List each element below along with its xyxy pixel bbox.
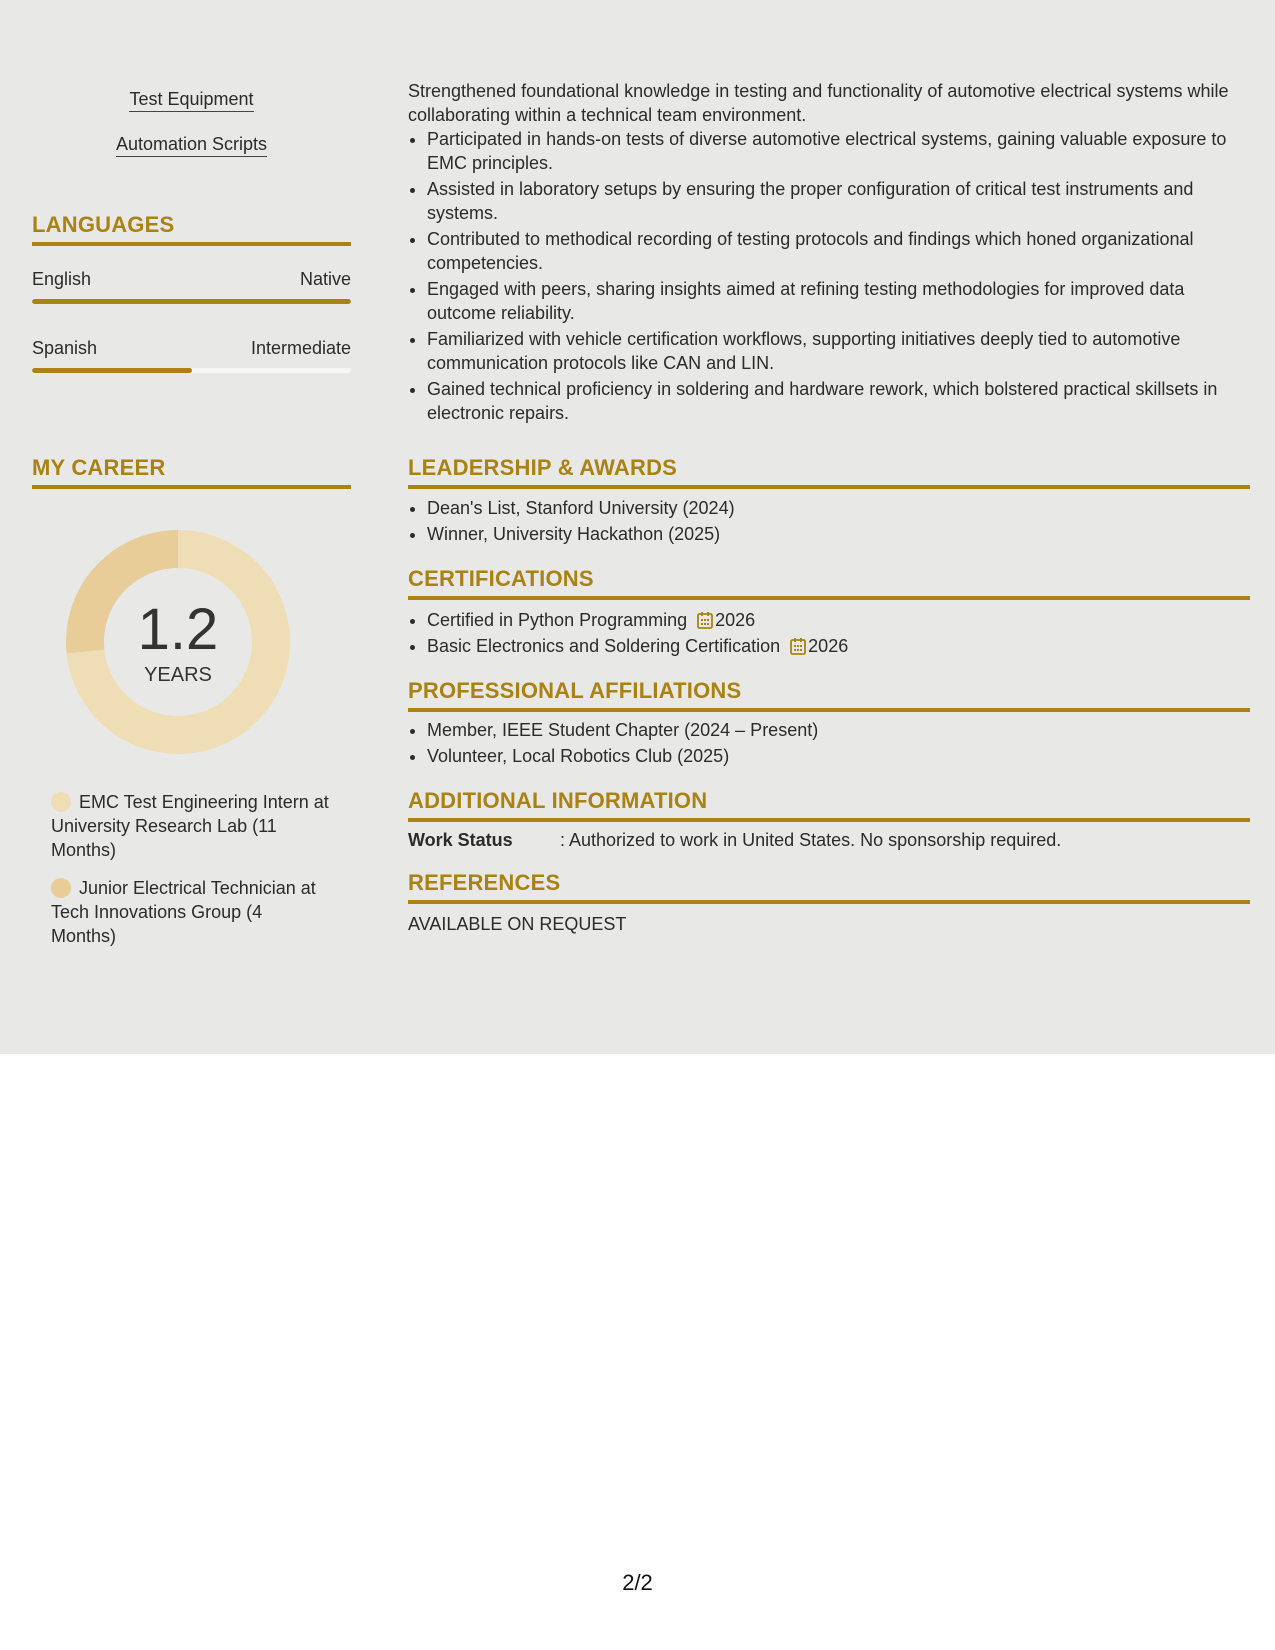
languages-heading: LANGUAGES bbox=[32, 212, 351, 246]
additional-info-heading: ADDITIONAL INFORMATION bbox=[408, 788, 1250, 822]
affiliations-heading: PROFESSIONAL AFFILIATIONS bbox=[408, 678, 1250, 712]
legend-dot-icon bbox=[51, 792, 71, 812]
skill-label: Test Equipment bbox=[129, 89, 253, 112]
certification-name: Certified in Python Programming bbox=[427, 610, 688, 630]
leadership-block bbox=[408, 496, 1250, 548]
affiliation-item: • Member, IEEE Student Chapter (2024 – Present) bbox=[427, 718, 1250, 742]
references-heading: REFERENCES bbox=[408, 870, 1250, 904]
leadership-heading: LEADERSHIP & AWARDS bbox=[408, 455, 1250, 489]
experience-block bbox=[408, 79, 1250, 427]
career-legend-item bbox=[51, 876, 331, 948]
affiliations-block bbox=[408, 718, 1250, 770]
experience-summary: Strengthened foundational knowledge in testing and functionality of automotive electrical systems while collaborating within a technical team environment. bbox=[408, 81, 1229, 125]
language-progress-spanish bbox=[32, 368, 351, 373]
affiliation-item: • Volunteer, Local Robotics Club (2025) bbox=[427, 744, 1250, 768]
calendar-icon bbox=[790, 637, 806, 655]
experience-bullet: • Familiarized with vehicle certification workflows, supporting initiatives deeply tied to automotive communication protocols like CAN and LIN. bbox=[427, 327, 1250, 375]
career-legend-label: Junior Electrical Technician at Tech Innovations Group (4 Months) bbox=[51, 878, 316, 946]
language-progress-english bbox=[32, 299, 351, 304]
legend-dot-icon bbox=[51, 878, 71, 898]
donut-center bbox=[66, 530, 290, 754]
language-progress-fill bbox=[32, 368, 192, 373]
career-heading: MY CAREER bbox=[32, 455, 351, 489]
career-legend-item bbox=[51, 790, 331, 862]
certification-name: Basic Electronics and Soldering Certification bbox=[427, 636, 781, 656]
language-row-english bbox=[32, 268, 351, 290]
skill-link-automation-scripts[interactable] bbox=[32, 133, 351, 155]
language-progress-fill bbox=[32, 299, 351, 304]
language-row-spanish bbox=[32, 337, 351, 359]
language-level: Native bbox=[299, 269, 351, 289]
page-number: 2/2 bbox=[622, 1570, 653, 1595]
work-status-label: Work Status bbox=[408, 830, 513, 850]
calendar-icon bbox=[697, 611, 713, 629]
experience-bullet: • Assisted in laboratory setups by ensuring the proper configuration of critical test instruments and systems. bbox=[427, 177, 1250, 225]
career-total-years: 1.2 bbox=[137, 597, 219, 662]
experience-bullet: • Engaged with peers, sharing insights aimed at refining testing methodologies for improved data outcome reliability. bbox=[427, 277, 1250, 325]
experience-bullets bbox=[408, 127, 1250, 425]
language-level: Intermediate bbox=[250, 338, 351, 358]
experience-bullet: • Participated in hands-on tests of diverse automotive electrical systems, gaining valuable exposure to EMC principles. bbox=[427, 127, 1250, 175]
skill-label: Automation Scripts bbox=[116, 134, 267, 157]
career-legend-label: EMC Test Engineering Intern at University Research Lab (11 Months) bbox=[51, 792, 329, 860]
references-text: AVAILABLE ON REQUEST bbox=[408, 914, 627, 934]
certification-item bbox=[427, 608, 1250, 632]
leadership-item: • Winner, University Hackathon (2025) bbox=[427, 522, 1250, 546]
career-total-unit: YEARS bbox=[144, 664, 212, 686]
certifications-block bbox=[408, 608, 1250, 660]
language-name: Spanish bbox=[32, 338, 98, 358]
leadership-item: • Dean's List, Stanford University (2024) bbox=[427, 496, 1250, 520]
certification-year: 2026 bbox=[715, 610, 756, 630]
certification-year: 2026 bbox=[808, 636, 849, 656]
career-donut-chart bbox=[66, 530, 290, 754]
experience-bullet: • Gained technical proficiency in soldering and hardware rework, which bolstered practical skillsets in electronic repairs. bbox=[427, 377, 1250, 425]
certification-item bbox=[427, 634, 1250, 658]
language-name: English bbox=[32, 269, 92, 289]
certifications-heading: CERTIFICATIONS bbox=[408, 566, 1250, 600]
skill-link-test-equipment[interactable] bbox=[32, 88, 351, 110]
work-status-value: : Authorized to work in United States. No sponsorship required. bbox=[560, 830, 1062, 850]
work-status-row bbox=[408, 828, 1250, 852]
experience-bullet: • Contributed to methodical recording of testing protocols and findings which honed organizational competencies. bbox=[427, 227, 1250, 275]
